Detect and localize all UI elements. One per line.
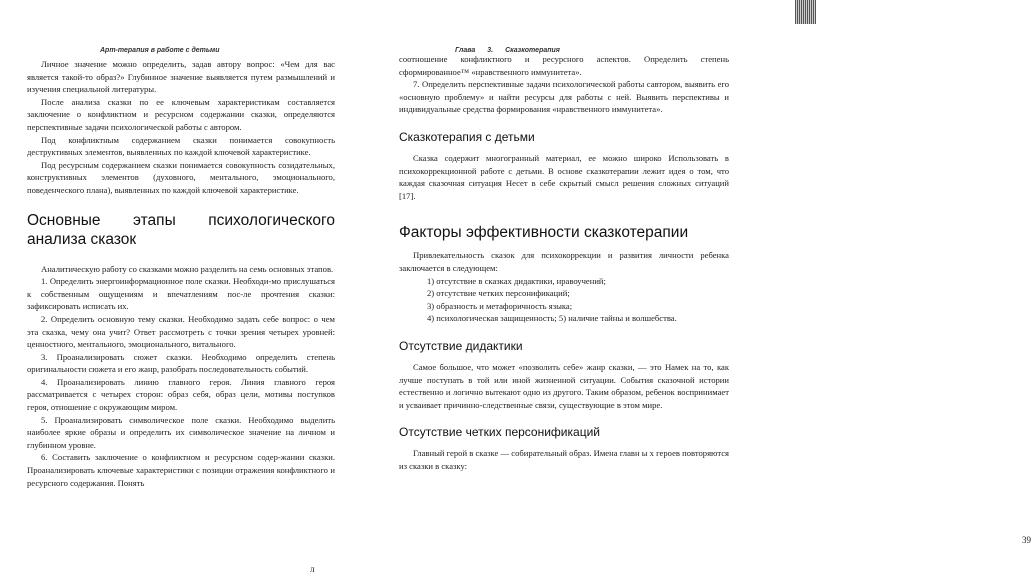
paragraph: После анализа сказки по ее ключевым характеристикам составляется заключение о конфликтном и ресурсном содержании сказки, определяются перспективные задачи психологической работы с автором. [27,96,335,132]
step-item: 4. Проанализировать линию главного героя. Линия главного героя рассматривается с четырех сторон: образ себя, образ цели, мотивы поступков героя, отношение с окружающим миром. [27,376,335,413]
page-number: 39 [1022,535,1031,545]
list-item: 2) отсутствие четких персонификаций; [427,288,570,299]
chapter-label: Глава [455,47,476,54]
step-item: 1. Определить энергоинформационное поле сказки. Необходи-мо прислушаться к собственным ощущениям и впечатлениям пос-ле прочтения сказки: зафиксировать исписать их. [27,276,335,312]
paragraph: Привлекательность сказок для психокоррекции и развития личности ребенка заключается в следующем: [399,250,729,273]
paragraph: Личное значение можно определить, задав автору вопрос: «Чем для вас является такой-то образ?» Глубинное значение выявляется путем размышлений и изучения специальной литературы. [27,59,335,95]
step-item: 7. Определить перспективные задачи психологической работы савтором, выявить его «основную проблему» и найти ресурсы для работы с ней. Выявить перспективы и индивидуальные средства формирования «нравственного иммунитета». [399,79,729,115]
chapter-number: 3. [487,47,494,54]
paragraph: Под ресурсным содержанием сказки понимается совокупность созидательных, конструктивных элементов (духовного, ментального, эмоционального, поведенческого плана), выявленных по каждой ключевой характеристике. [27,159,335,195]
list-item: 4) психологическая защищенность; 5) наличие тайны и волшебства. [427,313,677,324]
list-item: 3) образность и метафоричность языка; [427,300,573,311]
section-heading: Отсутствие четких персонификаций [399,425,600,440]
list-item: 1) отсутствие в сказках дидактики, нравоучений; [427,275,606,286]
page-number: л [310,564,315,574]
left-running-head: Арт-терапия в работе с детьми [100,47,220,54]
section-heading: Факторы эффективности сказкотерапии [399,224,689,242]
section-heading: Основные этапы психологического анализа сказок [27,211,335,248]
step-item: 2. Определить основную тему сказки. Необходимо задать себе вопрос: о чем эта сказка, чему она учит? Ответ рассмотреть с точки зрения четырех уровней: ценностного, ментального, эмоционального, витального. [27,313,335,350]
section-heading: Сказкотерапия с детьми [399,129,535,144]
right-page [395,0,1031,575]
section-heading: Отсутствие дидактики [399,338,523,353]
paragraph: Аналитическую работу со сказками можно разделить на семь основных этапов. [41,263,334,274]
paragraph: соотношение конфликтного и ресурсного аспектов. Определить степень сформированное™ «нравственного иммунитета». [399,54,729,77]
paragraph: Самое большое, что может «позволить себе» жанр сказки, — это Намек на то, как лучше поступать в той или иной жизненной ситуации. События сказочной истории естественно и логично вытекают одно из другого. Таким образом, ребенок воспринимает и усваивает причинно-следственные связи, существующие в этом мире. [399,361,729,410]
paragraph: Под конфликтным содержанием сказки понимается совокупность деструктивных элементов, выявленных по каждой ключевой характеристике. [27,134,335,158]
step-item: 5. Проанализировать символическое поле сказки. Необходимо выделить наиболее яркие образы и определить их символическое значение на личном и глубинном уровне. [27,414,335,450]
paragraph: Сказка содержит многогранный материал, ее можно широко Использовать в психокоррекционной работе с детьми. В основе сказкотерапии лежит идея о том, что каждая сказочная ситуация Несет в себе скрытый смысл решения сложных ситуаций [17]. [399,152,729,201]
step-item: 6. Составить заключение о конфликтном и ресурсном содер-жании сказки. Проанализировать ключевые характеристики с позиции отражения конфликтного и ресурсного содержания. Понять [27,452,335,488]
right-text-column [399,53,729,472]
left-text-column [27,58,335,489]
step-item: 3. Проанализировать сюжет сказки. Необходимо определить степень оригинальности сюжета и его жанр, разобрать последовательность событий. [27,351,335,375]
chapter-title: Сказкотерапия [505,47,560,54]
paragraph: Главный герой в сказке — собирательный образ. Имена главн ы х героев повторяются из сказки в сказку: [399,448,729,471]
left-page [0,0,390,575]
